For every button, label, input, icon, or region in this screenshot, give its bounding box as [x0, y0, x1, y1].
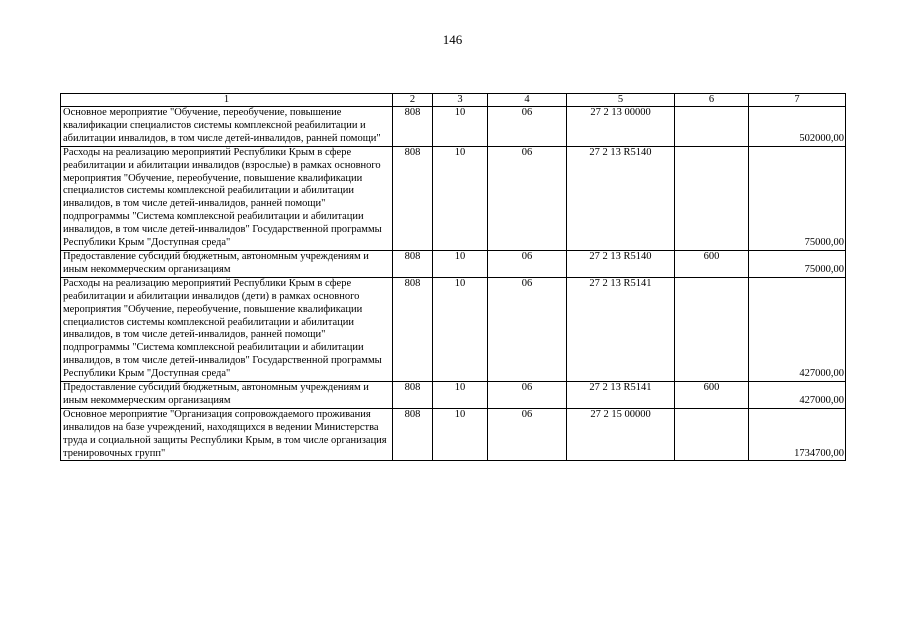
section-code: 10	[433, 408, 488, 461]
expense-name: Расходы на реализацию мероприятий Республики Крым в сфере реабилитации и абилитации инвалидов (взрослые) в рамках основного мероприятия "Обучение, переобучение, повышение квалификации специалистов системы комплексной реабилитации и абилитации инвалидов, в том числе детей-инвалидов, ранней помощи" подпрограммы "Система комплексной реабилитации и абилитации инвалидов, в том числе детей-инвалидов" Государственной программы Республики Крым "Доступная среда"	[61, 146, 393, 250]
amount: 1734700,00	[749, 408, 846, 461]
amount: 502000,00	[749, 107, 846, 147]
expense-name: Основное мероприятие "Организация сопровождаемого проживания инвалидов на базе учреждений, находящихся в ведении Министерства труда и социальной защиты Республики Крым, в том числе организация тренировочных групп"	[61, 408, 393, 461]
column-header: 6	[675, 94, 749, 107]
column-header: 7	[749, 94, 846, 107]
budget-table	[60, 93, 846, 461]
amount: 75000,00	[749, 146, 846, 250]
expense-name: Расходы на реализацию мероприятий Республики Крым в сфере реабилитации и абилитации инвалидов (дети) в рамках основного мероприятия "Обучение, переобучение, повышение квалификации специалистов системы комплексной реабилитации и абилитации инвалидов, в том числе детей-инвалидов, ранней помощи" подпрограммы "Система комплексной реабилитации и абилитации инвалидов, в том числе детей-инвалидов" Государственной программы Республики Крым "Доступная среда"	[61, 277, 393, 381]
subsection-code: 06	[488, 408, 567, 461]
subsection-code: 06	[488, 250, 567, 277]
expense-name: Предоставление субсидий бюджетным, автономным учреждениям и иным некоммерческим организациям	[61, 382, 393, 409]
column-header: 4	[488, 94, 567, 107]
target-article-code: 27 2 13 00000	[567, 107, 675, 147]
target-article-code: 27 2 13 R5140	[567, 250, 675, 277]
section-code: 10	[433, 382, 488, 409]
table-row	[61, 107, 846, 147]
table-row	[61, 146, 846, 250]
expense-type-code	[675, 107, 749, 147]
section-code: 10	[433, 146, 488, 250]
ministry-code: 808	[393, 408, 433, 461]
ministry-code: 808	[393, 277, 433, 381]
expense-type-code	[675, 146, 749, 250]
ministry-code: 808	[393, 382, 433, 409]
column-number-row	[61, 94, 846, 107]
column-header: 2	[393, 94, 433, 107]
section-code: 10	[433, 107, 488, 147]
ministry-code: 808	[393, 107, 433, 147]
table-row	[61, 277, 846, 381]
expense-name: Основное мероприятие "Обучение, переобучение, повышение квалификации специалистов системы комплексной реабилитации и абилитации инвалидов, в том числе детей-инвалидов, ранней помощи"	[61, 107, 393, 147]
section-code: 10	[433, 250, 488, 277]
target-article-code: 27 2 13 R5141	[567, 277, 675, 381]
table-row	[61, 408, 846, 461]
subsection-code: 06	[488, 107, 567, 147]
amount: 75000,00	[749, 250, 846, 277]
section-code: 10	[433, 277, 488, 381]
table-row	[61, 250, 846, 277]
expense-type-code: 600	[675, 250, 749, 277]
ministry-code: 808	[393, 146, 433, 250]
ministry-code: 808	[393, 250, 433, 277]
target-article-code: 27 2 13 R5141	[567, 382, 675, 409]
column-header: 3	[433, 94, 488, 107]
expense-type-code	[675, 408, 749, 461]
subsection-code: 06	[488, 277, 567, 381]
amount: 427000,00	[749, 277, 846, 381]
table-row	[61, 382, 846, 409]
target-article-code: 27 2 13 R5140	[567, 146, 675, 250]
expense-name: Предоставление субсидий бюджетным, автономным учреждениям и иным некоммерческим организациям	[61, 250, 393, 277]
expense-type-code	[675, 277, 749, 381]
column-header: 5	[567, 94, 675, 107]
subsection-code: 06	[488, 146, 567, 250]
column-header: 1	[61, 94, 393, 107]
amount: 427000,00	[749, 382, 846, 409]
target-article-code: 27 2 15 00000	[567, 408, 675, 461]
page-number: 146	[442, 32, 463, 47]
subsection-code: 06	[488, 382, 567, 409]
expense-type-code: 600	[675, 382, 749, 409]
